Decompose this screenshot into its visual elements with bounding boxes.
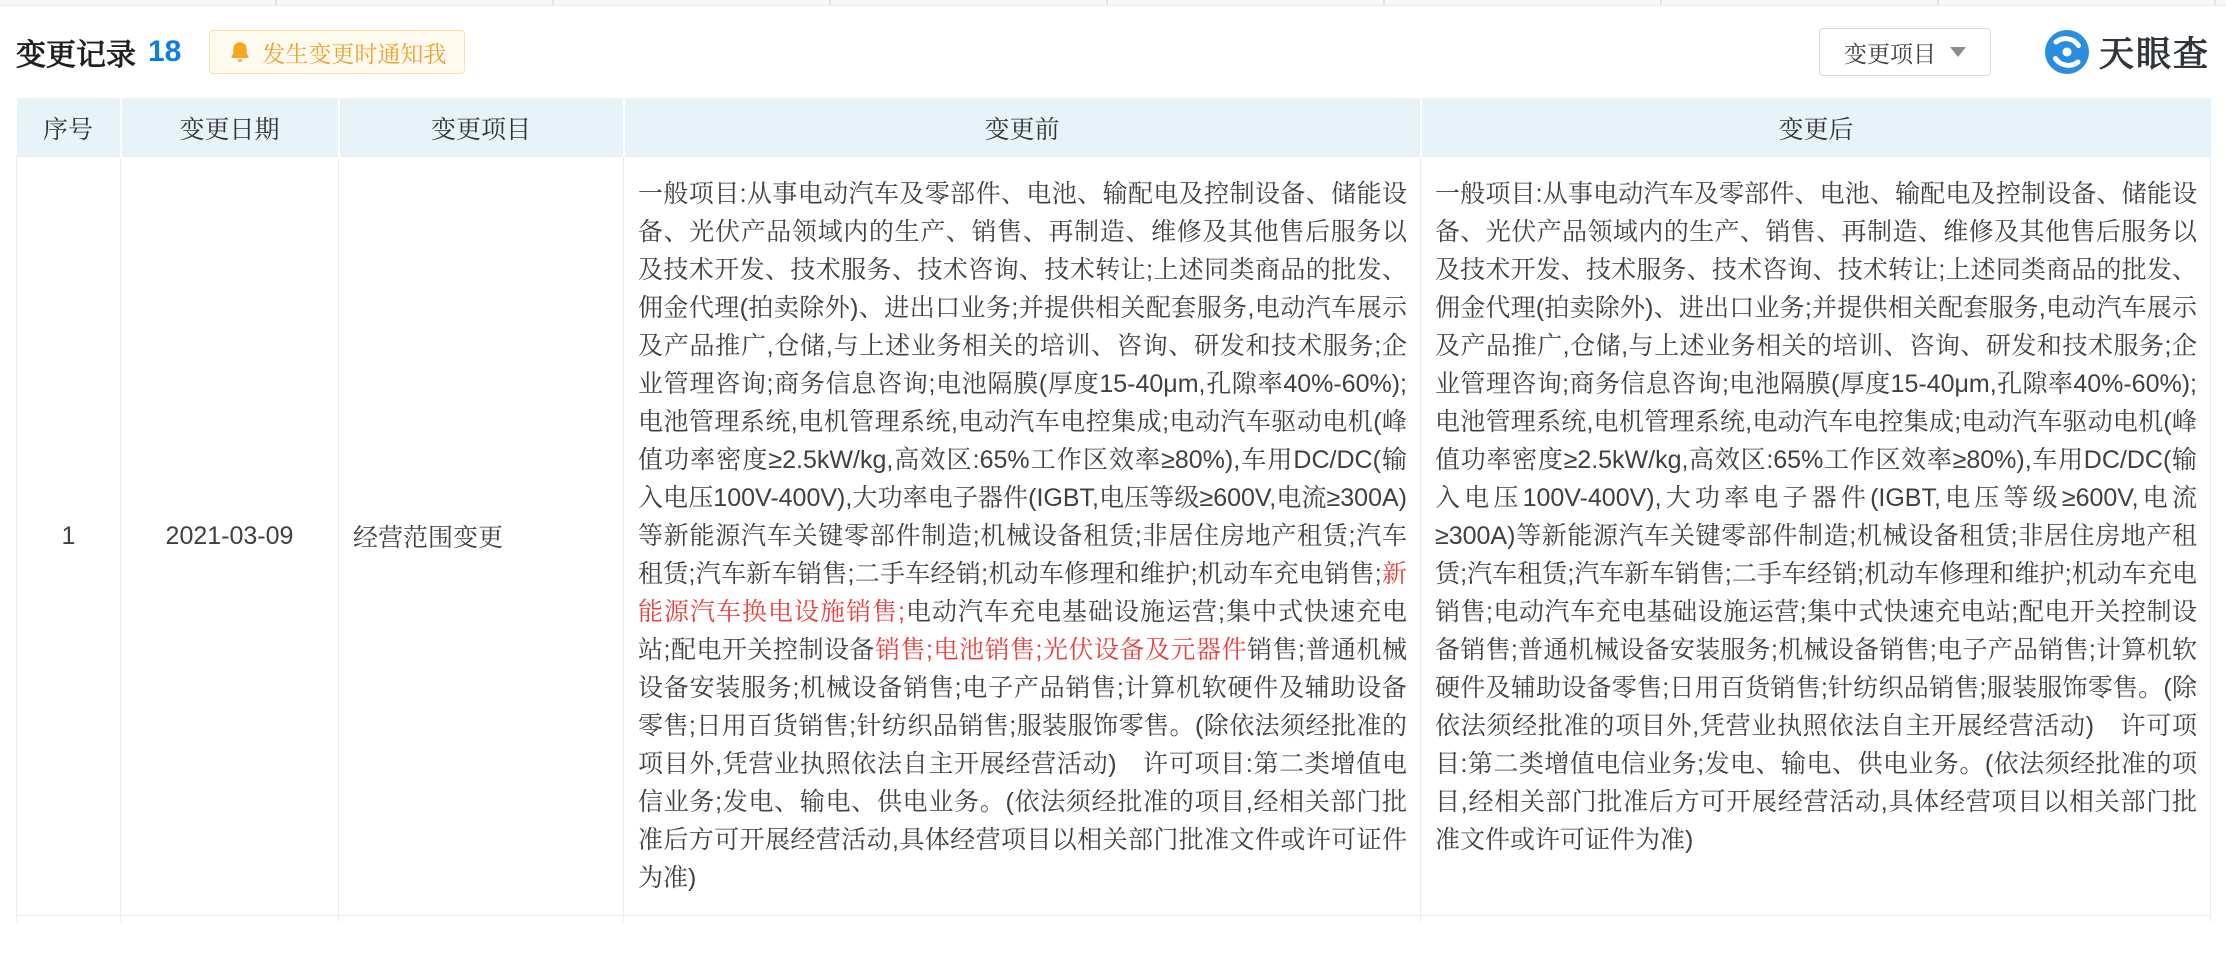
change-text: 电动汽车充电基础设施运营;集中式快速充电站;配电开关控制设备 (638, 598, 1407, 664)
page-title: 变更记录 (16, 39, 136, 72)
section-header (0, 6, 2226, 98)
notify-button-label: 发生变更时通知我 (262, 40, 447, 67)
column-header-after: 变更后 (1421, 99, 2211, 157)
highlighted-change-text: 销售;电池销售;光伏设备及元器件 (875, 636, 1248, 664)
column-header-before: 变更前 (624, 99, 1421, 157)
change-item-cell: 经营范围变更 (339, 157, 624, 916)
change-text: 销售;普通机械设备安装服务;机械设备销售;电子产品销售;计算机软硬件及辅助设备零售;日用百货销售;针纺织品销售;服装服饰零售。(除依法须经批准的项目外,凭营业执照依法自主开展经营活动) 许可项目:第二类增值电信业务;发电、输电、供电业务。(依法须经批准的项目,经相关部门批准后方可开展经营活动,具体经营项目以相关部门批准文件或许可证件为准) (638, 636, 1407, 892)
change-text: 一般项目:从事电动汽车及零部件、电池、输配电及控制设备、储能设备、光伏产品领域内的生产、销售、再制造、维修及其他售后服务以及技术开发、技术服务、技术咨询、技术转让;上述同类商品的批发、佣金代理(拍卖除外)、进出口业务;并提供相关配套服务,电动汽车展示及产品推广,仓储,与上述业务相关的培训、咨询、研发和技术服务;企业管理咨询;商务信息咨询;电池隔膜(厚度15-40μm,孔隙率40%-60%);电池管理系统,电机管理系统,电动汽车电控集成;电动汽车驱动电机(峰值功率密度≥2.5kW/kg,高效区:65%工作区效率≥80%),车用DC/DC(输入电压100V-400V),大功率电子器件(IGBT,电压等级≥600V,电流≥300A)等新能源汽车关键零部件制造;机械设备租赁;非居住房地产租赁;汽车租赁;汽车新车销售;二手车经销;机动车修理和维护;机动车充电销售;电动汽车充电基础设施运营;集中式快速充电站;配电开关控制设备销售;普通机械设备安装服务;机械设备销售;电子产品销售;计算机软硬件及辅助设备零售;日用百货销售;针纺织品销售;服装服饰零售。(除依法须经批准的项目外,凭营业执照依法自主开展经营活动) 许可项目:第二类增值电信业务;发电、输电、供电业务。(依法须经批准的项目,经相关部门批准后方可开展经营活动,具体经营项目以相关部门批准文件或许可证件为准) (1435, 180, 2197, 854)
record-count-badge: 18 (148, 35, 182, 68)
after-change-cell (1421, 157, 2211, 916)
chevron-down-icon (1950, 47, 1966, 57)
tianyancha-logo-icon (2043, 28, 2091, 76)
row-index-cell: 1 (17, 157, 121, 916)
filter-dropdown-label: 变更项目 (1843, 40, 1936, 67)
table-row (17, 157, 2211, 916)
before-change-cell (624, 157, 1421, 916)
change-records-table (16, 98, 2211, 922)
next-row-stub (17, 916, 2211, 922)
change-item-filter-dropdown[interactable] (1819, 28, 1991, 76)
highlighted-change-text: 新能源汽车换电设施销售; (638, 560, 1407, 626)
change-text: 一般项目:从事电动汽车及零部件、电池、输配电及控制设备、储能设备、光伏产品领域内的生产、销售、再制造、维修及其他售后服务以及技术开发、技术服务、技术咨询、技术转让;上述同类商品的批发、佣金代理(拍卖除外)、进出口业务;并提供相关配套服务,电动汽车展示及产品推广,仓储,与上述业务相关的培训、咨询、研发和技术服务;企业管理咨询;商务信息咨询;电池隔膜(厚度15-40μm,孔隙率40%-60%);电池管理系统,电机管理系统,电动汽车电控集成;电动汽车驱动电机(峰值功率密度≥2.5kW/kg,高效区:65%工作区效率≥80%),车用DC/DC(输入电压100V-400V),大功率电子器件(IGBT,电压等级≥600V,电流≥300A)等新能源汽车关键零部件制造;机械设备租赁;非居住房地产租赁;汽车租赁;汽车新车销售;二手车经销;机动车修理和维护;机动车充电销售; (638, 180, 1407, 588)
table-header-row (17, 99, 2211, 157)
column-header-date: 变更日期 (121, 99, 339, 157)
bell-icon (228, 40, 252, 64)
notify-on-change-button[interactable] (209, 30, 465, 74)
column-header-item: 变更项目 (339, 99, 624, 157)
column-header-no: 序号 (17, 99, 121, 157)
tianyancha-logo[interactable] (2043, 27, 2210, 77)
change-date-cell: 2021-03-09 (121, 157, 339, 916)
tianyancha-logo-text: 天眼查 (2098, 35, 2210, 74)
